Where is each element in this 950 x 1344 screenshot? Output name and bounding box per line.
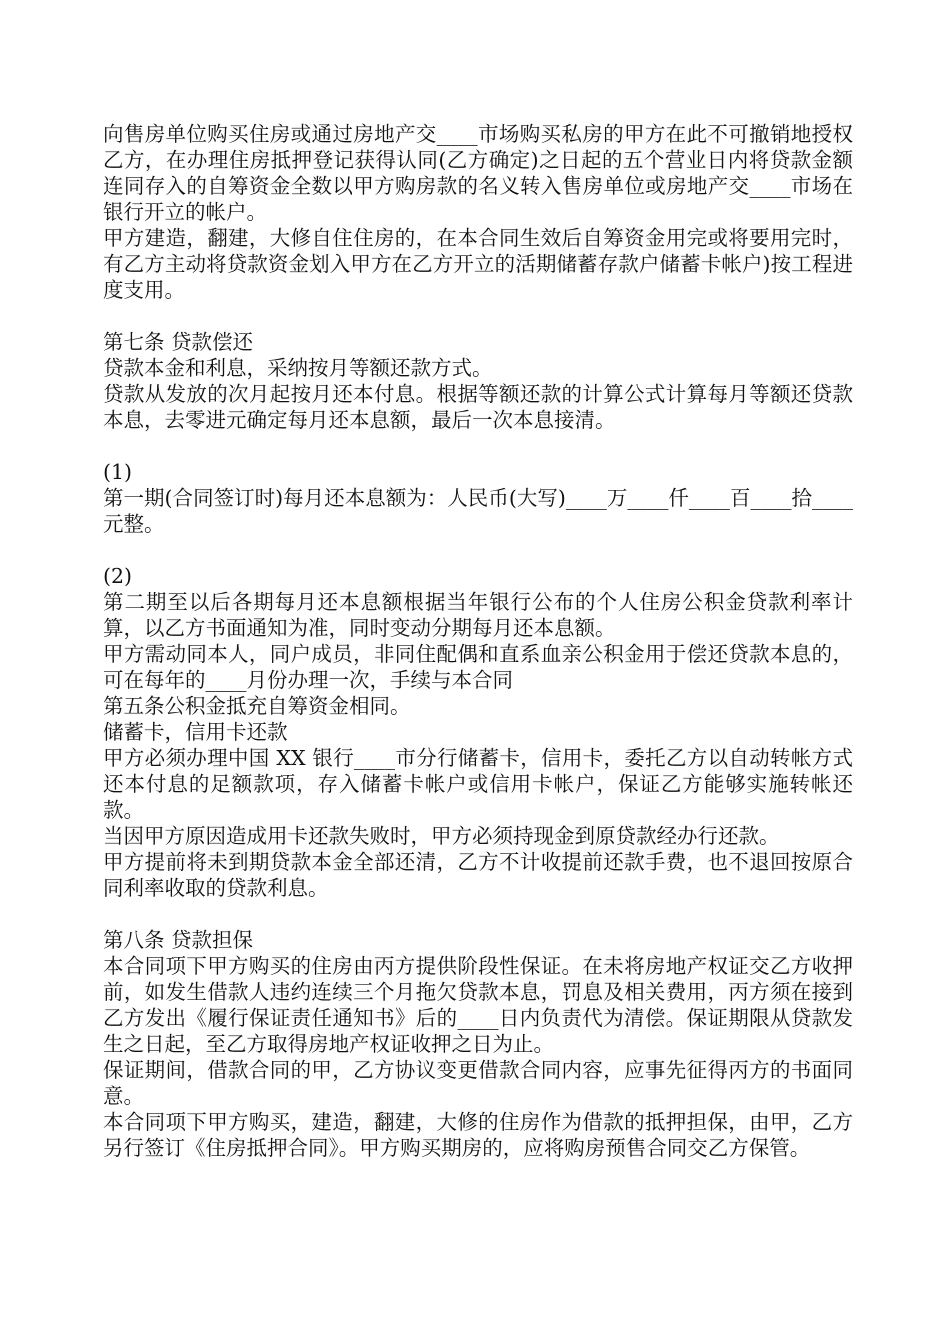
paragraph-provident-fund-use: 甲方需动同本人，同户成员，非同住配偶和直系血亲公积金用于偿还贷款本息的，可在每年的____月份办理一次，手续与本合同	[103, 642, 853, 692]
section-heading-article-7: 第七条 贷款偿还	[103, 330, 254, 354]
paragraph-construction-funds: 甲方建造，翻建，大修自住住房的，在本合同生效后自筹资金用完或将要用完时，有乙方主动将贷款资金划入甲方在乙方开立的活期储蓄存款户储蓄卡帐户)按工程进度支用。	[103, 226, 853, 302]
document-body	[103, 121, 853, 1161]
section-heading-article-8: 第八条 贷款担保	[103, 928, 254, 952]
paragraph-payment-transfer: 向售房单位购买住房或通过房地产交____市场购买私房的甲方在此不可撤销地授权乙方，在办理住房抵押登记获得认同(乙方确定)之日起的五个营业日内将贷款金额连同存入的自筹资金全数以甲方购房款的名义转入售房单位或房地产交____市场在银行开立的帐户。	[103, 122, 853, 224]
paragraph-guarantee-period: 保证期间，借款合同的甲，乙方协议变更借款合同内容，应事先征得丙方的书面同意。	[103, 1058, 853, 1108]
paragraph-card-failure: 当因甲方原因造成用卡还款失败时，甲方必须持现金到原贷款经办行还款。	[103, 824, 780, 848]
paragraph-guarantee: 本合同项下甲方购买的住房由丙方提供阶段性保证。在未将房地产权证交乙方收押前，如发生借款人违约连续三个月拖欠贷款本息，罚息及相关费用，丙方须在接到乙方发出《履行保证责任通知书》后的____日内负责代为清偿。保证期限从贷款发生之日起，至乙方取得房地产权证收押之日为止。	[103, 954, 853, 1056]
paragraph-article-5-reference: 第五条公积金抵充自筹资金相同。	[103, 694, 411, 718]
item-number-2: (2)	[103, 564, 133, 588]
paragraph-gap	[103, 303, 853, 329]
paragraph-gap	[103, 901, 853, 927]
paragraph-mortgage-contract: 本合同项下甲方购买，建造，翻建，大修的住房作为借款的抵押担保，由甲，乙方另行签订《住房抵押合同》。甲方购买期房的，应将购房预售合同交乙方保管。	[103, 1110, 853, 1160]
paragraph-gap	[103, 433, 853, 459]
paragraph-card-requirement: 甲方必须办理中国 XX 银行____市分行储蓄卡，信用卡，委托乙方以自动转帐方式还本付息的足额款项，存入储蓄卡帐户或信用卡帐户，保证乙方能够实施转帐还款。	[103, 746, 853, 822]
paragraph-early-repayment: 甲方提前将未到期贷款本金全部还清，乙方不计收提前还款手费，也不退回按原合同利率收取的贷款利息。	[103, 850, 853, 900]
paragraph-gap	[103, 537, 853, 563]
paragraph-repayment-method: 贷款本金和利息，采纳按月等额还款方式。	[103, 356, 493, 380]
subheading-card-repayment: 储蓄卡，信用卡还款	[103, 720, 288, 744]
paragraph-repayment-schedule: 贷款从发放的次月起按月还本付息。根据等额还款的计算公式计算每月等额还贷款本息，去零进元确定每月还本息额，最后一次本息接清。	[103, 382, 853, 432]
paragraph-first-installment: 第一期(合同签订时)每月还本息额为：人民币(大写)____万____仟____百____拾____元整。	[103, 486, 853, 536]
item-number-1: (1)	[103, 460, 133, 484]
paragraph-later-installments: 第二期至以后各期每月还本息额根据当年银行公布的个人住房公积金贷款利率计算，以乙方书面通知为准，同时变动分期每月还本息额。	[103, 590, 853, 640]
